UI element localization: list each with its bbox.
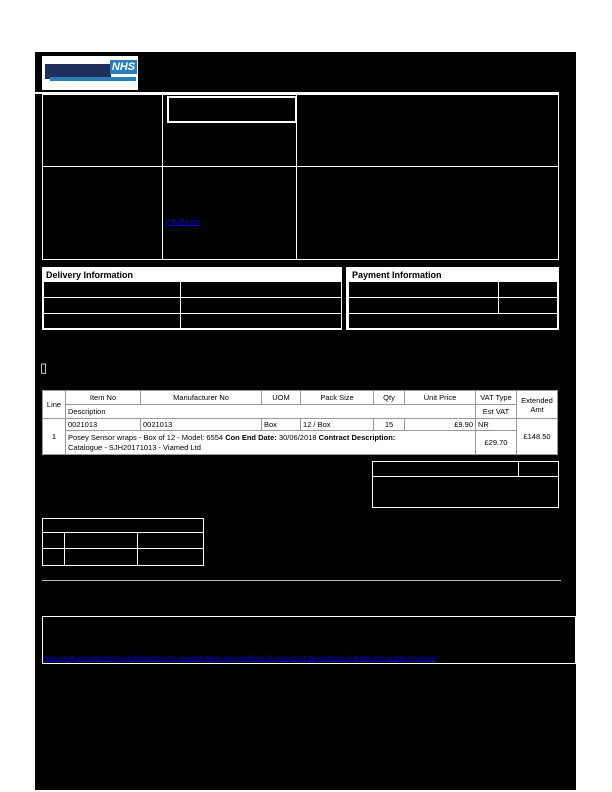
checkbox-icon: ▯ — [40, 360, 48, 375]
row-contract-value: Catalogue - SJH20171013 - Viamed Ltd — [68, 442, 201, 452]
delivery-col-line — [180, 282, 181, 328]
approval-col-line-1 — [64, 532, 65, 566]
header-unit-price: Unit Price — [405, 391, 476, 405]
table-row — [43, 419, 558, 431]
delivery-row-line-2 — [44, 313, 341, 314]
totals-box — [372, 461, 559, 508]
totals-row-line — [372, 476, 559, 477]
row-est-vat: £29.70 — [476, 431, 517, 455]
row-line-number: 1 — [43, 419, 66, 455]
row-contract-label: Contract Description: — [318, 432, 396, 442]
order-info-grid — [42, 94, 559, 260]
row-uom: Box — [262, 419, 301, 431]
payment-row-line-2 — [349, 313, 557, 314]
table-row-description — [43, 431, 558, 455]
grid-divider-1 — [162, 94, 163, 260]
payment-col-line — [498, 282, 499, 313]
row-extended-amt: £148.50 — [517, 419, 558, 455]
approval-row-line-1 — [42, 532, 204, 533]
approval-table — [42, 518, 204, 566]
delivery-title: Delivery Information — [46, 270, 134, 280]
header-extended-amt: Extended Amt — [517, 391, 558, 419]
approval-row-line-2 — [42, 548, 204, 549]
row-pack-size: 12 / Box — [301, 419, 374, 431]
totals-col-line — [518, 461, 519, 476]
row-description-main: Posey Sensor wraps - Box of 12 - Model: 6554 — [68, 432, 224, 442]
header-description: Description — [66, 405, 476, 419]
approval-col-line-2 — [137, 532, 138, 566]
row-con-end-value: 30/06/2018 — [278, 432, 317, 442]
payment-title: Payment Information — [352, 270, 442, 280]
terms-link[interactable]: https://www.gov.uk/government/publications/nhs-standard-terms-and-conditions-of-contract-for-the-purchase-of-goods-and-supply-of-services — [43, 655, 437, 662]
order-number-box — [167, 96, 297, 123]
row-qty: 15 — [374, 419, 405, 431]
section-divider — [42, 580, 561, 581]
row-unit-price: £9.90 — [405, 419, 476, 431]
row-manufacturer-no: 0021013 — [141, 419, 262, 431]
row-item-no: 0021013 — [66, 419, 141, 431]
delivery-row-line-1 — [44, 297, 341, 298]
header-manufacturer-no: Manufacturer No — [141, 391, 262, 405]
order-items-table — [42, 390, 558, 455]
row-con-end-label: Con End Date: — [225, 432, 277, 442]
delivery-fields — [44, 282, 341, 328]
row-description — [66, 431, 476, 455]
header-item-no: Item No — [66, 391, 141, 405]
header-line: Line — [43, 391, 66, 419]
supplier-email-link[interactable]: h.m@x.net — [166, 219, 200, 226]
header-vat-type: VAT Type — [476, 391, 517, 405]
payment-fields — [349, 282, 557, 328]
row-vat-type: NR — [476, 419, 517, 431]
header-pack-size: Pack Size — [301, 391, 374, 405]
logo-strip — [50, 77, 136, 81]
header-qty: Qty — [374, 391, 405, 405]
payment-row-line-1 — [349, 297, 557, 298]
nhs-logo — [42, 56, 138, 90]
grid-row-divider — [42, 166, 559, 167]
nhs-logo-text: NHS — [111, 61, 136, 73]
header-uom: UOM — [262, 391, 301, 405]
header-est-vat: Est VAT — [476, 405, 517, 419]
